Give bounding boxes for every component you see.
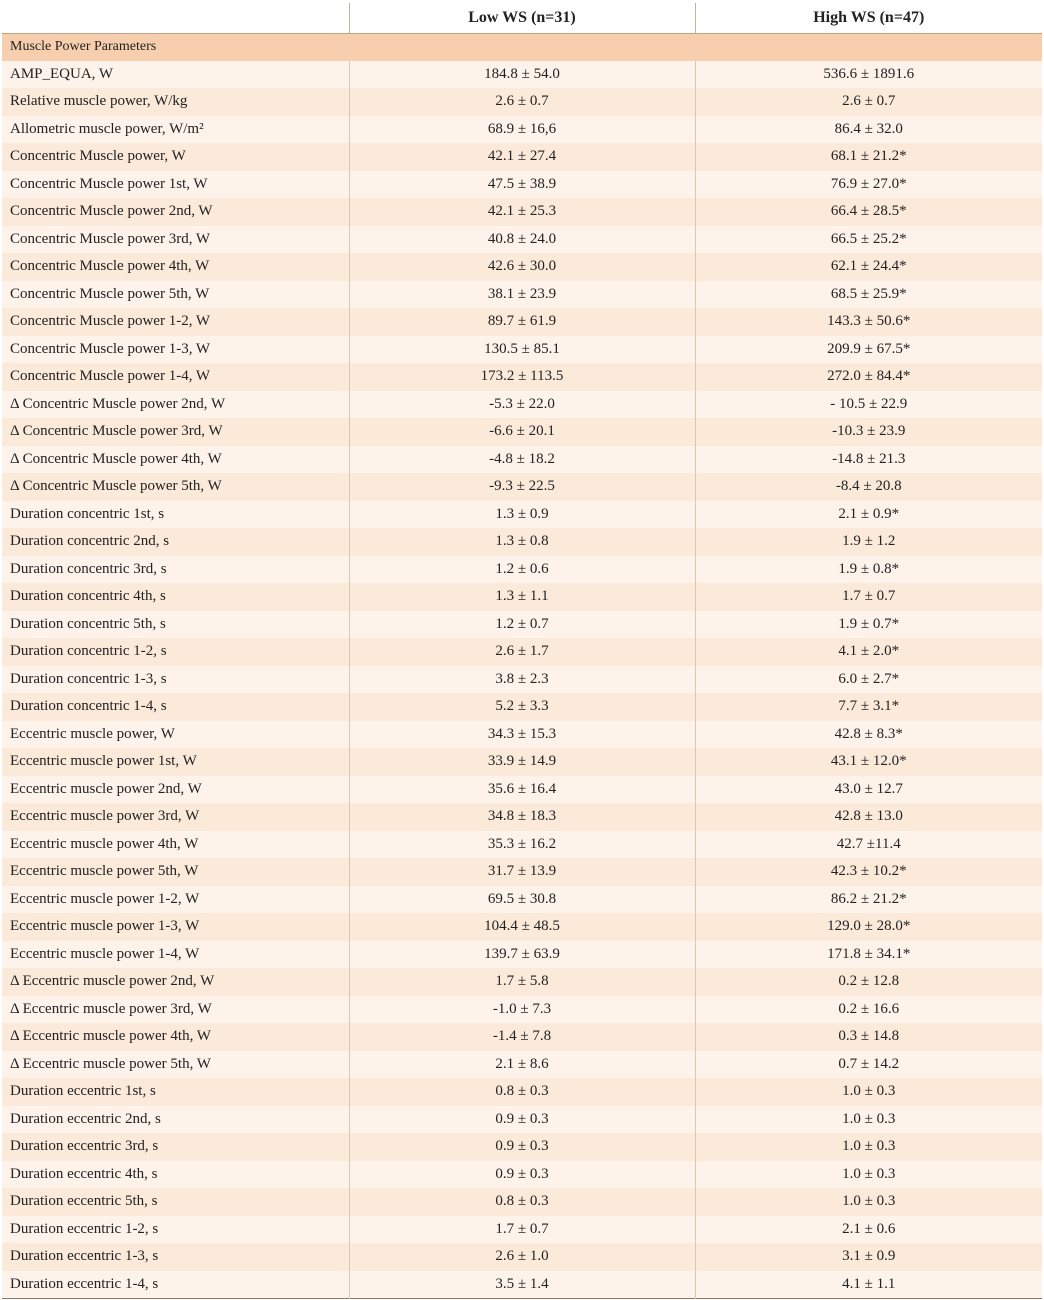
row-parameter: Eccentric muscle power 1st, W <box>2 748 349 776</box>
row-high-ws-value: 143.3 ± 50.6* <box>695 308 1042 336</box>
row-parameter: Concentric Muscle power 1-4, W <box>2 363 349 391</box>
table-row <box>2 1051 1042 1079</box>
row-low-ws-value: -4.8 ± 18.2 <box>349 446 695 474</box>
table-row <box>2 913 1042 941</box>
table-row <box>2 308 1042 336</box>
row-parameter: Concentric Muscle power 4th, W <box>2 253 349 281</box>
row-high-ws-value: - 10.5 ± 22.9 <box>695 391 1042 419</box>
row-parameter: Concentric Muscle power, W <box>2 143 349 171</box>
table-row <box>2 281 1042 309</box>
table-row <box>2 1133 1042 1161</box>
row-high-ws-value: -8.4 ± 20.8 <box>695 473 1042 501</box>
row-low-ws-value: 35.3 ± 16.2 <box>349 831 695 859</box>
row-low-ws-value: 3.8 ± 2.3 <box>349 666 695 694</box>
row-low-ws-value: 0.8 ± 0.3 <box>349 1188 695 1216</box>
section-row <box>2 33 1042 61</box>
row-high-ws-value: 0.7 ± 14.2 <box>695 1051 1042 1079</box>
header-row <box>2 3 1042 33</box>
row-parameter: AMP_EQUA, W <box>2 61 349 89</box>
row-low-ws-value: 2.6 ± 1.7 <box>349 638 695 666</box>
table-row <box>2 143 1042 171</box>
row-parameter: Δ Concentric Muscle power 5th, W <box>2 473 349 501</box>
table-row <box>2 88 1042 116</box>
table-row <box>2 721 1042 749</box>
table-row <box>2 473 1042 501</box>
row-low-ws-value: 42.1 ± 25.3 <box>349 198 695 226</box>
table-row <box>2 1161 1042 1189</box>
row-parameter: Relative muscle power, W/kg <box>2 88 349 116</box>
table-row <box>2 638 1042 666</box>
row-parameter: Duration concentric 2nd, s <box>2 528 349 556</box>
row-high-ws-value: -10.3 ± 23.9 <box>695 418 1042 446</box>
row-high-ws-value: 7.7 ± 3.1* <box>695 693 1042 721</box>
row-low-ws-value: 2.6 ± 1.0 <box>349 1243 695 1271</box>
table-row <box>2 363 1042 391</box>
row-parameter: Duration concentric 1-3, s <box>2 666 349 694</box>
row-high-ws-value: 42.7 ±11.4 <box>695 831 1042 859</box>
table-row <box>2 1188 1042 1216</box>
row-parameter: Duration eccentric 5th, s <box>2 1188 349 1216</box>
row-parameter: Eccentric muscle power 1-4, W <box>2 941 349 969</box>
row-low-ws-value: 173.2 ± 113.5 <box>349 363 695 391</box>
row-high-ws-value: 42.3 ± 10.2* <box>695 858 1042 886</box>
row-high-ws-value: 4.1 ± 2.0* <box>695 638 1042 666</box>
table-row <box>2 693 1042 721</box>
table-row <box>2 1023 1042 1051</box>
row-low-ws-value: -1.0 ± 7.3 <box>349 996 695 1024</box>
row-low-ws-value: 5.2 ± 3.3 <box>349 693 695 721</box>
row-low-ws-value: 34.3 ± 15.3 <box>349 721 695 749</box>
row-low-ws-value: 69.5 ± 30.8 <box>349 886 695 914</box>
row-low-ws-value: 1.7 ± 5.8 <box>349 968 695 996</box>
row-parameter: Duration eccentric 1-3, s <box>2 1243 349 1271</box>
row-parameter: Duration concentric 1-4, s <box>2 693 349 721</box>
row-high-ws-value: 1.0 ± 0.3 <box>695 1106 1042 1134</box>
table-row <box>2 418 1042 446</box>
table-row <box>2 748 1042 776</box>
row-parameter: Δ Concentric Muscle power 3rd, W <box>2 418 349 446</box>
row-high-ws-value: 1.9 ± 0.7* <box>695 611 1042 639</box>
row-high-ws-value: 2.1 ± 0.6 <box>695 1216 1042 1244</box>
row-high-ws-value: 1.9 ± 1.2 <box>695 528 1042 556</box>
table-row <box>2 171 1042 199</box>
table-row <box>2 1243 1042 1271</box>
row-high-ws-value: 1.0 ± 0.3 <box>695 1078 1042 1106</box>
table-row <box>2 666 1042 694</box>
row-high-ws-value: 0.2 ± 16.6 <box>695 996 1042 1024</box>
row-low-ws-value: 0.8 ± 0.3 <box>349 1078 695 1106</box>
row-parameter: Eccentric muscle power 1-3, W <box>2 913 349 941</box>
row-low-ws-value: 1.3 ± 1.1 <box>349 583 695 611</box>
table-row <box>2 556 1042 584</box>
row-low-ws-value: 42.1 ± 27.4 <box>349 143 695 171</box>
row-high-ws-value: 42.8 ± 13.0 <box>695 803 1042 831</box>
table-row <box>2 198 1042 226</box>
row-high-ws-value: 2.1 ± 0.9* <box>695 501 1042 529</box>
row-parameter: Concentric Muscle power 5th, W <box>2 281 349 309</box>
row-high-ws-value: 536.6 ± 1891.6 <box>695 61 1042 89</box>
row-low-ws-value: -6.6 ± 20.1 <box>349 418 695 446</box>
row-high-ws-value: 43.1 ± 12.0* <box>695 748 1042 776</box>
table-body <box>2 33 1042 1298</box>
row-low-ws-value: -5.3 ± 22.0 <box>349 391 695 419</box>
row-low-ws-value: 104.4 ± 48.5 <box>349 913 695 941</box>
row-parameter: Duration eccentric 2nd, s <box>2 1106 349 1134</box>
header-parameter <box>2 3 349 33</box>
row-low-ws-value: 40.8 ± 24.0 <box>349 226 695 254</box>
row-high-ws-value: 68.1 ± 21.2* <box>695 143 1042 171</box>
row-low-ws-value: 34.8 ± 18.3 <box>349 803 695 831</box>
table-row <box>2 776 1042 804</box>
table-row <box>2 253 1042 281</box>
row-parameter: Eccentric muscle power 5th, W <box>2 858 349 886</box>
table-row <box>2 1078 1042 1106</box>
row-high-ws-value: 62.1 ± 24.4* <box>695 253 1042 281</box>
row-low-ws-value: 38.1 ± 23.9 <box>349 281 695 309</box>
row-high-ws-value: 2.6 ± 0.7 <box>695 88 1042 116</box>
row-parameter: Duration eccentric 3rd, s <box>2 1133 349 1161</box>
row-parameter: Concentric Muscle power 2nd, W <box>2 198 349 226</box>
row-low-ws-value: -1.4 ± 7.8 <box>349 1023 695 1051</box>
row-low-ws-value: 35.6 ± 16.4 <box>349 776 695 804</box>
table-row <box>2 1271 1042 1299</box>
row-high-ws-value: 68.5 ± 25.9* <box>695 281 1042 309</box>
row-parameter: Duration eccentric 4th, s <box>2 1161 349 1189</box>
row-parameter: Eccentric muscle power, W <box>2 721 349 749</box>
row-parameter: Eccentric muscle power 1-2, W <box>2 886 349 914</box>
row-low-ws-value: 1.3 ± 0.8 <box>349 528 695 556</box>
table-row <box>2 501 1042 529</box>
row-high-ws-value: 6.0 ± 2.7* <box>695 666 1042 694</box>
row-high-ws-value: 86.2 ± 21.2* <box>695 886 1042 914</box>
row-low-ws-value: 89.7 ± 61.9 <box>349 308 695 336</box>
table-row <box>2 1216 1042 1244</box>
table-container <box>2 3 1042 1299</box>
row-parameter: Δ Eccentric muscle power 4th, W <box>2 1023 349 1051</box>
row-high-ws-value: -14.8 ± 21.3 <box>695 446 1042 474</box>
row-parameter: Duration eccentric 1-2, s <box>2 1216 349 1244</box>
table-row <box>2 446 1042 474</box>
row-high-ws-value: 4.1 ± 1.1 <box>695 1271 1042 1299</box>
muscle-power-table <box>2 3 1042 1299</box>
table-row <box>2 583 1042 611</box>
table-row <box>2 116 1042 144</box>
table-header <box>2 3 1042 33</box>
header-high-ws: High WS (n=47) <box>695 3 1042 33</box>
table-row <box>2 611 1042 639</box>
header-low-ws: Low WS (n=31) <box>349 3 695 33</box>
row-low-ws-value: 130.5 ± 85.1 <box>349 336 695 364</box>
row-parameter: Concentric Muscle power 3rd, W <box>2 226 349 254</box>
table-row <box>2 336 1042 364</box>
row-parameter: Duration concentric 1st, s <box>2 501 349 529</box>
row-low-ws-value: 0.9 ± 0.3 <box>349 1161 695 1189</box>
row-parameter: Duration eccentric 1-4, s <box>2 1271 349 1299</box>
table-row <box>2 996 1042 1024</box>
row-parameter: Concentric Muscle power 1st, W <box>2 171 349 199</box>
row-parameter: Δ Eccentric muscle power 5th, W <box>2 1051 349 1079</box>
row-high-ws-value: 66.4 ± 28.5* <box>695 198 1042 226</box>
row-low-ws-value: 1.3 ± 0.9 <box>349 501 695 529</box>
row-low-ws-value: 3.5 ± 1.4 <box>349 1271 695 1299</box>
table-row <box>2 858 1042 886</box>
row-parameter: Eccentric muscle power 3rd, W <box>2 803 349 831</box>
table-row <box>2 226 1042 254</box>
row-parameter: Duration concentric 3rd, s <box>2 556 349 584</box>
row-parameter: Δ Eccentric muscle power 2nd, W <box>2 968 349 996</box>
row-high-ws-value: 42.8 ± 8.3* <box>695 721 1042 749</box>
row-high-ws-value: 272.0 ± 84.4* <box>695 363 1042 391</box>
table-row <box>2 61 1042 89</box>
row-low-ws-value: 2.1 ± 8.6 <box>349 1051 695 1079</box>
row-parameter: Duration concentric 4th, s <box>2 583 349 611</box>
row-parameter: Eccentric muscle power 2nd, W <box>2 776 349 804</box>
row-parameter: Δ Concentric Muscle power 4th, W <box>2 446 349 474</box>
table-row <box>2 886 1042 914</box>
row-low-ws-value: 0.9 ± 0.3 <box>349 1106 695 1134</box>
row-high-ws-value: 76.9 ± 27.0* <box>695 171 1042 199</box>
row-high-ws-value: 1.0 ± 0.3 <box>695 1161 1042 1189</box>
row-parameter: Δ Concentric Muscle power 2nd, W <box>2 391 349 419</box>
section-title: Muscle Power Parameters <box>2 33 1042 61</box>
table-row <box>2 831 1042 859</box>
row-high-ws-value: 171.8 ± 34.1* <box>695 941 1042 969</box>
row-low-ws-value: 2.6 ± 0.7 <box>349 88 695 116</box>
row-low-ws-value: 31.7 ± 13.9 <box>349 858 695 886</box>
row-parameter: Duration concentric 1-2, s <box>2 638 349 666</box>
row-low-ws-value: -9.3 ± 22.5 <box>349 473 695 501</box>
row-low-ws-value: 184.8 ± 54.0 <box>349 61 695 89</box>
row-parameter: Duration concentric 5th, s <box>2 611 349 639</box>
row-high-ws-value: 3.1 ± 0.9 <box>695 1243 1042 1271</box>
row-high-ws-value: 209.9 ± 67.5* <box>695 336 1042 364</box>
table-row <box>2 968 1042 996</box>
row-high-ws-value: 1.9 ± 0.8* <box>695 556 1042 584</box>
row-parameter: Δ Eccentric muscle power 3rd, W <box>2 996 349 1024</box>
table-row <box>2 391 1042 419</box>
table-row <box>2 528 1042 556</box>
row-high-ws-value: 43.0 ± 12.7 <box>695 776 1042 804</box>
row-high-ws-value: 66.5 ± 25.2* <box>695 226 1042 254</box>
row-high-ws-value: 0.2 ± 12.8 <box>695 968 1042 996</box>
row-low-ws-value: 68.9 ± 16,6 <box>349 116 695 144</box>
row-low-ws-value: 42.6 ± 30.0 <box>349 253 695 281</box>
row-parameter: Allometric muscle power, W/m² <box>2 116 349 144</box>
row-high-ws-value: 86.4 ± 32.0 <box>695 116 1042 144</box>
row-low-ws-value: 0.9 ± 0.3 <box>349 1133 695 1161</box>
row-parameter: Concentric Muscle power 1-2, W <box>2 308 349 336</box>
row-low-ws-value: 33.9 ± 14.9 <box>349 748 695 776</box>
table-row <box>2 941 1042 969</box>
row-high-ws-value: 0.3 ± 14.8 <box>695 1023 1042 1051</box>
table-row <box>2 803 1042 831</box>
row-high-ws-value: 1.0 ± 0.3 <box>695 1188 1042 1216</box>
row-parameter: Duration eccentric 1st, s <box>2 1078 349 1106</box>
row-parameter: Eccentric muscle power 4th, W <box>2 831 349 859</box>
table-row <box>2 1106 1042 1134</box>
row-low-ws-value: 1.7 ± 0.7 <box>349 1216 695 1244</box>
row-low-ws-value: 47.5 ± 38.9 <box>349 171 695 199</box>
row-high-ws-value: 1.7 ± 0.7 <box>695 583 1042 611</box>
row-low-ws-value: 1.2 ± 0.7 <box>349 611 695 639</box>
row-high-ws-value: 129.0 ± 28.0* <box>695 913 1042 941</box>
row-low-ws-value: 139.7 ± 63.9 <box>349 941 695 969</box>
row-parameter: Concentric Muscle power 1-3, W <box>2 336 349 364</box>
row-high-ws-value: 1.0 ± 0.3 <box>695 1133 1042 1161</box>
row-low-ws-value: 1.2 ± 0.6 <box>349 556 695 584</box>
